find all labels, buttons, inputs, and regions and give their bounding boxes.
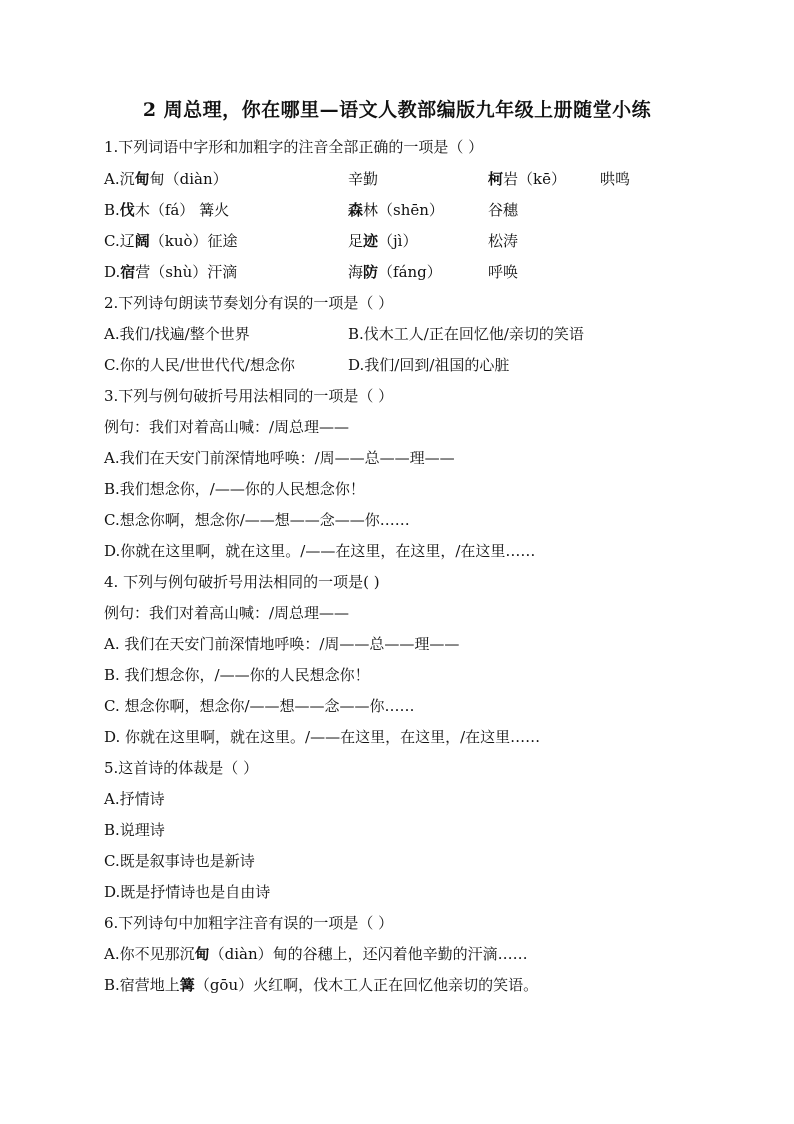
q4-option-b: B. 我们想念你，/——你的人民想念你！ xyxy=(104,666,370,684)
q3-option-a: A.我们在天安门前深情地呼唤：/周——总——理—— xyxy=(104,449,455,467)
q5-option-d: D.既是抒情诗也是自由诗 xyxy=(104,883,271,901)
q5-stem: 5.这首诗的体裁是（ ） xyxy=(104,759,259,777)
q3-example: 例句：我们对着高山喊：/周总理—— xyxy=(104,418,350,436)
q1-option-a-word1: A.沉甸甸（diàn） xyxy=(104,170,228,188)
q6-stem: 6.下列诗句中加粗字注音有误的一项是（ ） xyxy=(104,914,394,932)
q1-option-c-word1: C.辽阔（kuò）征途 xyxy=(104,232,238,250)
q3-option-b: B.我们想念你，/——你的人民想念你！ xyxy=(104,480,365,498)
q2-option-a: A.我们/找遍/整个世界 xyxy=(104,325,250,343)
q1-stem: 1.下列词语中字形和加粗字的注音全部正确的一项是（ ） xyxy=(104,138,484,156)
q1-option-b-word3: 谷穗 xyxy=(488,201,519,219)
q5-option-b: B.说理诗 xyxy=(104,821,165,839)
q4-option-c: C. 想念你啊，想念你/——想——念——你…… xyxy=(104,697,415,715)
q6-option-a: A.你不见那沉甸（diàn）甸的谷穗上，还闪着他辛勤的汗滴…… xyxy=(104,945,528,963)
q2-stem: 2.下列诗句朗读节奏划分有误的一项是（ ） xyxy=(104,294,394,312)
q1-option-c-word3: 松涛 xyxy=(488,232,519,250)
q1-option-a-word2: 辛勤 xyxy=(348,170,379,188)
q2-option-b: B.伐木工人/正在回忆他/亲切的笑语 xyxy=(348,325,584,343)
q5-option-c: C.既是叙事诗也是新诗 xyxy=(104,852,255,870)
q3-stem: 3.下列与例句破折号用法相同的一项是（ ） xyxy=(104,387,394,405)
q1-option-c-word2: 足迹（jì） xyxy=(348,232,418,250)
q6-option-b: B.宿营地上篝（gōu）火红啊，伐木工人正在回忆他亲切的笑语。 xyxy=(104,976,539,994)
q4-option-a: A. 我们在天安门前深情地呼唤：/周——总——理—— xyxy=(104,635,460,653)
q1-option-d-word2: 海防（fáng） xyxy=(348,263,442,281)
q1-option-a-word3: 柯岩（kē） xyxy=(488,170,566,188)
q2-option-d: D.我们/回到/祖国的心脏 xyxy=(348,356,510,374)
q1-option-d-word3: 呼唤 xyxy=(488,263,519,281)
q3-option-d: D.你就在这里啊，就在这里。/——在这里，在这里，/在这里…… xyxy=(104,542,536,560)
q1-option-a-word4: 哄鸣 xyxy=(600,170,631,188)
q4-stem: 4. 下列与例句破折号用法相同的一项是( ) xyxy=(104,573,380,591)
q1-option-b-word1: B.伐木（fá） 篝火 xyxy=(104,201,230,219)
q4-example: 例句：我们对着高山喊：/周总理—— xyxy=(104,604,350,622)
q2-option-c: C.你的人民/世世代代/想念你 xyxy=(104,356,295,374)
q4-option-d: D. 你就在这里啊，就在这里。/——在这里，在这里，/在这里…… xyxy=(104,728,541,746)
q5-option-a: A.抒情诗 xyxy=(104,790,165,808)
q1-option-b-word2: 森林（shēn） xyxy=(348,201,444,219)
page-title: 2 周总理，你在哪里—语文人教部编版九年级上册随堂小练 xyxy=(142,99,652,121)
q1-option-d-word1: D.宿营（shù）汗滴 xyxy=(104,263,238,281)
q3-option-c: C.想念你啊，想念你/——想——念——你…… xyxy=(104,511,410,529)
